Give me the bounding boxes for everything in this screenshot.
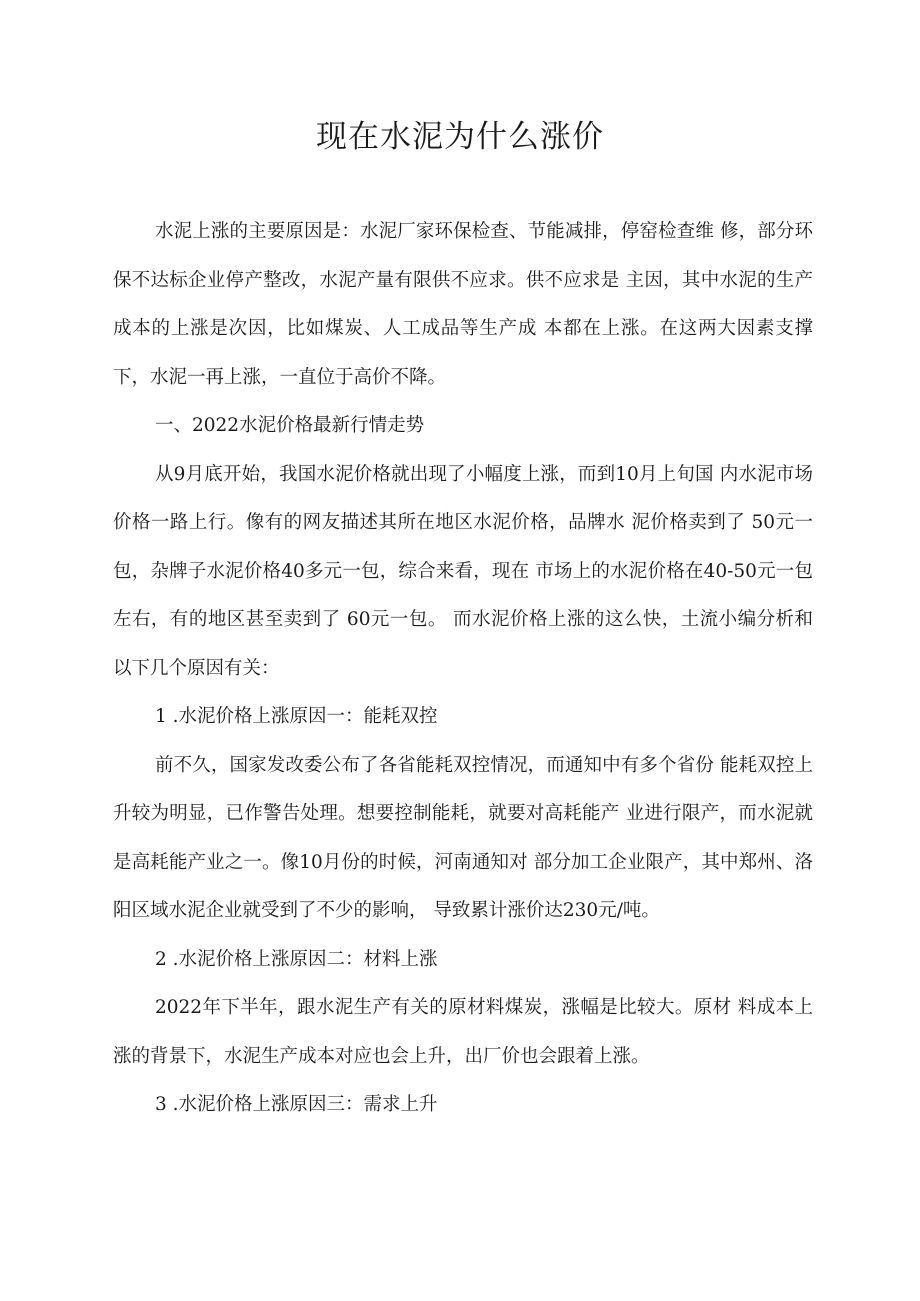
reason-one-paragraph: 前不久，国家发改委公布了各省能耗双控情况，而通知中有多个省份 能耗双控上升较为明显，已作警告处理。想要控制能耗，就要对高耗能产 业进行限产，而水泥就是高耗能产业之一。像10月份的时候，河南通知对 部分加工企业限产，其中郑州、洛阳区域水泥企业就受到了不少的影响， 导致累计涨价达230元/吨。 [113,754,813,921]
section-heading-price-trend: 一、2022水泥价格最新行情走势 [155,415,425,436]
reason-one-heading: 1 .水泥价格上涨原因一：能耗双控 [155,706,438,727]
document-body [113,208,813,1130]
page-title: 现在水泥为什么涨价 [316,119,604,155]
reason-two-paragraph: 2022年下半年，跟水泥生产有关的原材料煤炭，涨幅是比较大。原材 料成本上涨的背景下，水泥生产成本对应也会上升，出厂价也会跟着上涨。 [113,997,813,1067]
reason-two-heading: 2 .水泥价格上涨原因二：材料上涨 [155,948,438,970]
price-trend-paragraph: 从9月底开始，我国水泥价格就出现了小幅度上涨，而到10月上旬国 内水泥市场价格一路上行。像有的网友描述其所在地区水泥价格，品牌水 泥价格卖到了 50元一包，杂牌子水泥价格40多元一包，综合来看，现在 市场上的水泥价格在40-50元一包左右，有的地区甚至卖到了 60元一包。 而水泥价格上涨的这么快，土流小编分析和以下几个原因有关： [113,463,813,679]
intro-paragraph: 水泥上涨的主要原因是：水泥厂家环保检查、节能减排，停窑检查维 修，部分环保不达标企业停产整改，水泥产量有限供不应求。供不应求是 主因，其中水泥的生产成本的上涨是次因，比如煤炭、人工成品等生产成 本都在上涨。在这两大因素支撑下，水泥一再上涨，一直位于高价不降。 [113,221,813,388]
reason-three-heading: 3 .水泥价格上涨原因三：需求上升 [155,1094,438,1115]
